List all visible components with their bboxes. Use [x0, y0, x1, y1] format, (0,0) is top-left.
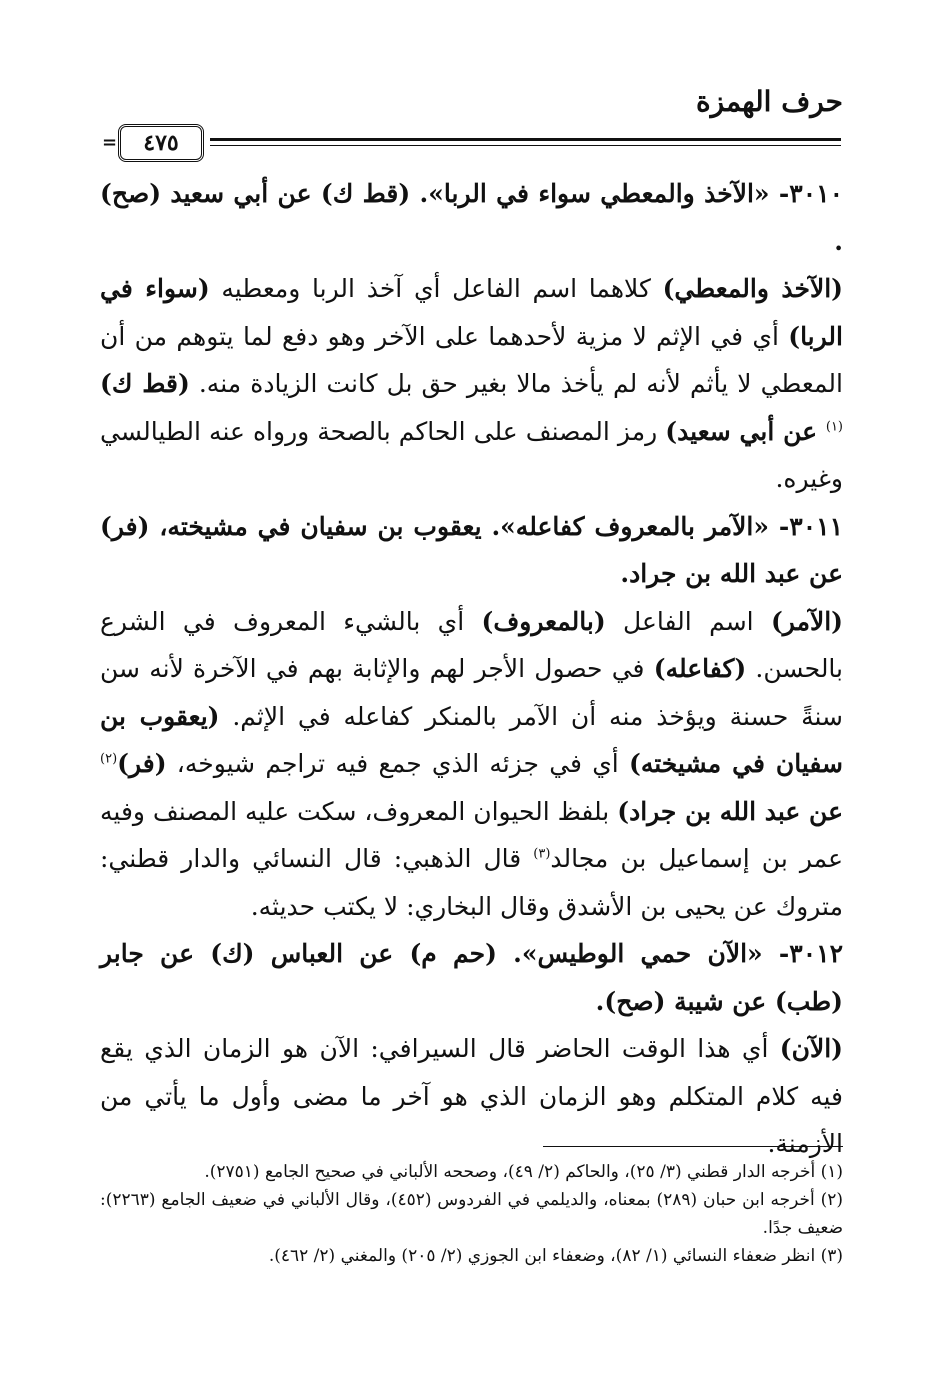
footnote-ref-3[interactable]: (٣): [533, 846, 551, 862]
header-rule: [100, 118, 841, 168]
gloss: كلاهما اسم الفاعل أي آخذ الربا ومعطيه: [209, 274, 663, 303]
lemma: (فر): [117, 749, 167, 778]
chapter-title: حرف الهمزة: [695, 85, 843, 118]
footnote-1: (١) أخرجه الدار قطني (٣/ ٢٥)، والحاكم (٢/ ٤٩)، وصححه الألباني في صحيح الجامع (٢٧٥١).: [204, 1162, 843, 1182]
page-number-ornament: =: [102, 132, 118, 153]
commentary-3011: [100, 598, 843, 931]
gloss: رمز المصنف على الحاكم بالصحة ورواه عنه الطيالسي وغيره.: [100, 416, 843, 493]
footnote-2: (٢) أخرجه ابن حبان (٢٨٩) بمعناه، والديلمي في الفردوس (٤٥٢)، وقال الألباني في ضعيف الجامع (٢٢٦٣): ضعيف جدًا.: [100, 1190, 843, 1238]
lemma: (الآخذ والمعطي): [662, 274, 843, 303]
header-rule-thick: [210, 138, 841, 141]
lemma: (الآمر): [770, 606, 843, 636]
lemma: (يعقوب بن سفيان في مشيخته): [100, 701, 844, 778]
gloss: أي في الإثم لا مزية لأحدهما على الآخر وهو دفع لما يتوهم من أن المعطي لا يأثم لأنه لم يأخذ مالا بغير حق بل كانت الزيادة منه.: [100, 321, 843, 398]
hadith-3010: ٣٠١٠- «الآخذ والمعطي سواء في الربا». (قط ك) عن أبي سعيد (صح) .: [100, 179, 843, 256]
gloss: بلفظ الحيوان المعروف، سكت عليه المصنف وفيه عمر بن إسماعيل بن مجالد: [100, 796, 843, 873]
lemma: (بالمعروف): [481, 606, 606, 636]
footnote-3: (٣) انظر ضعفاء النسائي (١/ ٨٢)، وضعفاء ابن الجوزي (٢/ ٢٠٥) والمغني (٢/ ٤٦٢).: [268, 1246, 843, 1266]
lemma: عن أبي سعيد): [665, 416, 826, 446]
header-rule-thin: [210, 145, 841, 146]
hadith-3011: ٣٠١١- «الآمر بالمعروف كفاعله». يعقوب بن سفيان في مشيخته، (فر) عن عبد الله بن جراد.: [100, 511, 843, 588]
gloss: اسم الفاعل: [605, 606, 771, 636]
footnotes: [100, 1158, 843, 1270]
footnote-separator: [543, 1146, 843, 1147]
lemma: (قط ك): [100, 369, 190, 398]
footnote-ref-2[interactable]: (٢): [100, 751, 118, 767]
lemma: (الآن): [779, 1034, 843, 1063]
gloss: أي بالشيء المعروف في الشرع بالحسن.: [100, 606, 844, 683]
gloss: قال الذهبي: قال النسائي والدار قطني: متروك عن يحيى بن الأشدق وقال البخاري: لا يكتب حديثه.: [100, 844, 843, 921]
commentary-3010: [100, 265, 843, 503]
gloss: أي هذا الوقت الحاضر قال السيرافي: الآن هو الزمان الذي يقع فيه كلام المتكلم وهو الزمان الذي هو آخر ما مضى وأول ما يأتي من الأزمنة.: [100, 1034, 843, 1158]
gloss: في حصول الأجر لهم والإثابة بهم في الآخرة لأنه سن سنةً حسنة ويؤخذ منه أن الآمر بالمنكر كفاعله في الإثم.: [100, 654, 843, 731]
body-text: [100, 170, 843, 1168]
lemma: (سواء في الربا): [100, 274, 843, 351]
gloss: أي في جزئه الذي جمع فيه تراجم شيوخه،: [166, 749, 629, 778]
lemma: (كفاعله): [653, 654, 747, 683]
page-number: ٤٧٥: [118, 124, 204, 162]
footnote-ref-1[interactable]: (١): [825, 419, 843, 435]
hadith-3012: ٣٠١٢- «الآن حمي الوطيس». (حم م) عن العباس (ك) عن جابر (طب) عن شيبة (صح).: [100, 939, 843, 1016]
lemma: عن عبد الله بن جراد): [617, 796, 844, 826]
